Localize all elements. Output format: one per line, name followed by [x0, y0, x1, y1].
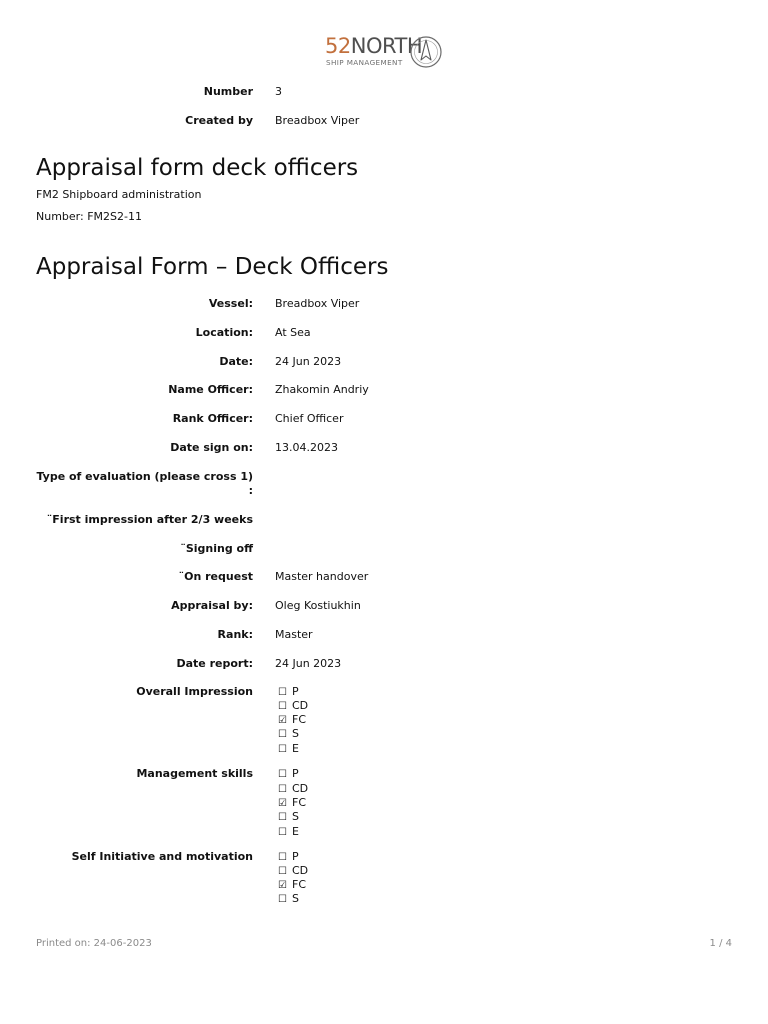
logo-number: 52 — [325, 34, 351, 58]
checkbox-icon: ☐ — [278, 784, 287, 795]
option-label: E — [292, 742, 299, 755]
checkbox-icon: ☐ — [278, 827, 287, 838]
field-label: Number — [203, 85, 253, 98]
field-label: ¨On request — [178, 570, 253, 583]
logo-word: NORTH — [350, 34, 423, 58]
checkbox-icon: ☐ — [278, 701, 287, 712]
option-label: FC — [292, 796, 307, 809]
field-value: Master handover — [275, 570, 369, 583]
rating-label: Overall Impression — [136, 685, 253, 698]
compass-icon — [409, 35, 443, 69]
field-label: Date sign on: — [170, 441, 253, 454]
field-value: 13.04.2023 — [275, 441, 338, 454]
option-label: FC — [292, 878, 307, 891]
option-label: CD — [292, 782, 309, 795]
option-label: CD — [292, 864, 309, 877]
field-value: 24 Jun 2023 — [275, 355, 342, 368]
page-indicator: 1 / 4 — [709, 938, 732, 949]
rating-option[interactable] — [278, 685, 299, 700]
checkbox-icon: ☐ — [278, 866, 287, 877]
option-label: S — [292, 727, 299, 740]
printed-date: Printed on: 24-06-2023 — [36, 938, 152, 949]
field-value: Zhakomin Andriy — [275, 383, 369, 396]
rating-option[interactable] — [278, 742, 299, 757]
option-label: P — [292, 767, 299, 780]
document-category: FM2 Shipboard administration — [36, 188, 202, 201]
field-value: 3 — [275, 85, 282, 98]
rating-option[interactable] — [278, 850, 299, 865]
field-label-line: Type of evaluation (please cross 1) — [36, 470, 253, 483]
option-label: P — [292, 850, 299, 863]
rating-label: Management skills — [136, 767, 253, 780]
option-label: CD — [292, 699, 309, 712]
rating-option[interactable] — [278, 767, 299, 782]
checkbox-icon: ☐ — [278, 729, 287, 740]
checkbox-icon: ☐ — [278, 894, 287, 905]
company-logo — [325, 34, 445, 70]
rating-option[interactable] — [278, 796, 306, 811]
checkbox-icon: ☐ — [278, 812, 287, 823]
document-number: Number: FM2S2-11 — [36, 210, 142, 223]
rating-option[interactable] — [278, 825, 299, 840]
field-label: Date report: — [176, 657, 253, 670]
field-label: Name Officer: — [168, 383, 253, 396]
rating-option[interactable] — [278, 713, 306, 728]
field-label: Location: — [195, 326, 253, 339]
checkbox-icon: ☐ — [278, 769, 287, 780]
field-label — [23, 470, 253, 498]
field-value: Breadbox Viper — [275, 297, 360, 310]
rating-option[interactable] — [278, 892, 299, 907]
field-value: 24 Jun 2023 — [275, 657, 342, 670]
field-value: Chief Officer — [275, 412, 344, 425]
checkbox-checked-icon: ☑ — [278, 798, 287, 809]
field-label: Vessel: — [208, 297, 253, 310]
field-label: Appraisal by: — [171, 599, 253, 612]
checkbox-icon: ☐ — [278, 744, 287, 755]
option-label: P — [292, 685, 299, 698]
document-title: Appraisal form deck officers — [36, 155, 359, 181]
field-label-line: : — [248, 484, 253, 497]
field-value: Master — [275, 628, 313, 641]
rating-option[interactable] — [278, 878, 306, 893]
field-label: ¨First impression after 2/3 weeks — [46, 513, 253, 526]
field-value: Breadbox Viper — [275, 114, 360, 127]
checkbox-icon: ☐ — [278, 852, 287, 863]
checkbox-checked-icon: ☑ — [278, 715, 287, 726]
logo-wordmark — [325, 34, 422, 58]
checkbox-checked-icon: ☑ — [278, 880, 287, 891]
field-value: At Sea — [275, 326, 311, 339]
field-label: Rank: — [217, 628, 253, 641]
rating-label: Self Initiative and motivation — [71, 850, 253, 863]
rating-option[interactable] — [278, 810, 299, 825]
rating-option[interactable] — [278, 782, 308, 797]
field-label: Date: — [219, 355, 253, 368]
rating-option[interactable] — [278, 699, 308, 714]
option-label: S — [292, 810, 299, 823]
checkbox-icon: ☐ — [278, 687, 287, 698]
logo-subtitle: SHIP MANAGEMENT — [326, 58, 403, 67]
option-label: FC — [292, 713, 307, 726]
field-value: Oleg Kostiukhin — [275, 599, 361, 612]
rating-option[interactable] — [278, 727, 299, 742]
option-label: E — [292, 825, 299, 838]
field-label: Created by — [185, 114, 253, 127]
option-label: S — [292, 892, 299, 905]
rating-option[interactable] — [278, 864, 308, 879]
section-title: Appraisal Form – Deck Officers — [36, 254, 389, 280]
field-label: Rank Officer: — [172, 412, 253, 425]
field-label: ¨Signing off — [180, 542, 253, 555]
